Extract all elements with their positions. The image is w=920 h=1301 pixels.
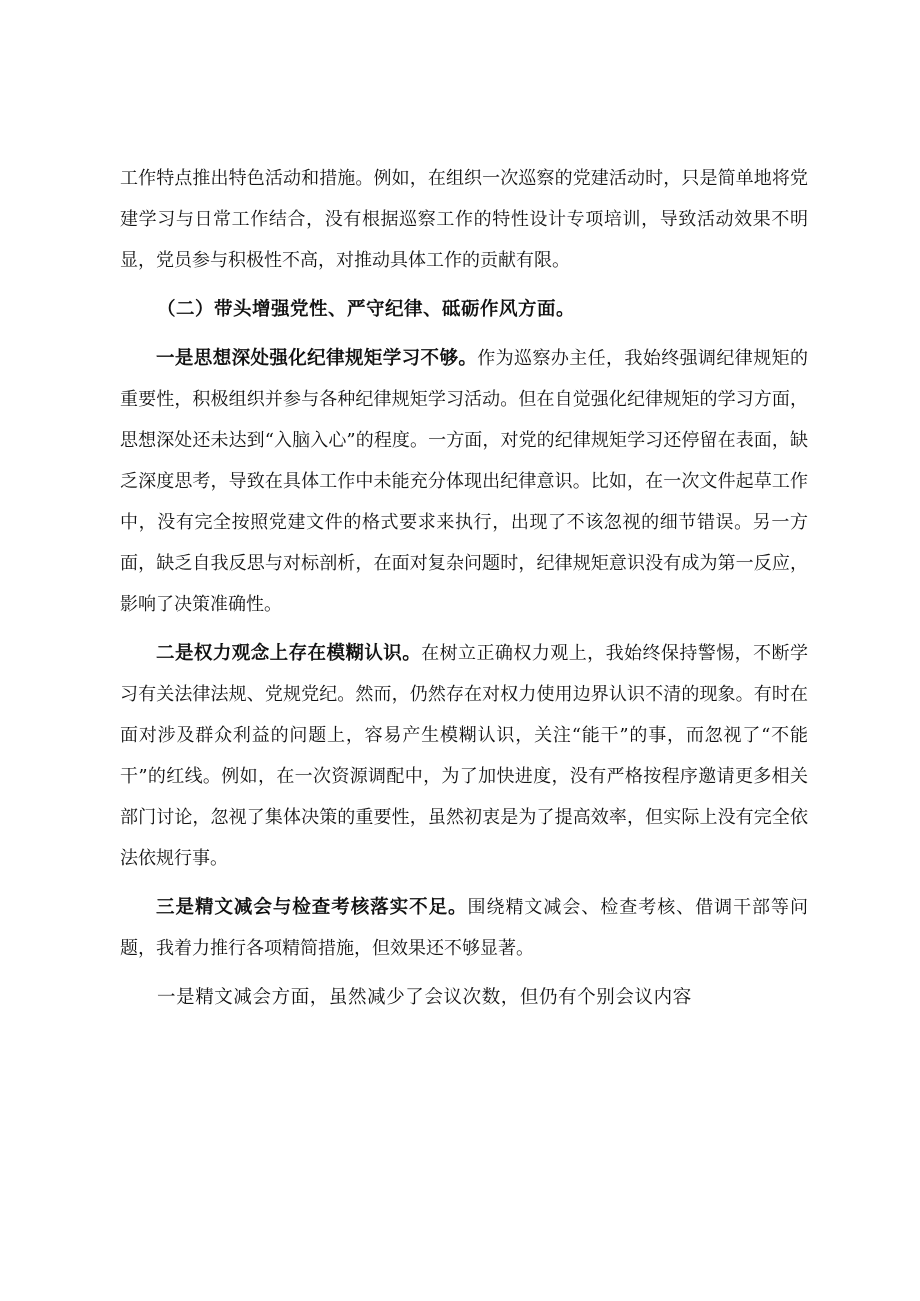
document-body	[120, 158, 808, 1018]
item-3-text: 围绕精文减会、检查考核、借调干部等问题，我着力推行各项精简措施，但效果还不够显著。	[120, 897, 808, 959]
item-3-lead: 三是精文减会与检查考核落实不足。	[156, 897, 468, 918]
paragraph-continuation: 工作特点推出特色活动和措施。例如，在组织一次巡察的党建活动时，只是简单地将党建学习与日常工作结合，没有根据巡察工作的特性设计专项培训，导致活动效果不明显，党员参与积极性不高，对推动具体工作的贡献有限。	[120, 168, 808, 271]
item-2-text: 在树立正确权力观上，我始终保持警惕，不断学习有关法律法规、党规党纪。然而，仍然存在对权力使用边界认识不清的现象。有时在面对涉及群众利益的问题上，容易产生模糊认识，关注“能干”的事，而忽视了“不能干”的红线。例如，在一次资源调配中，为了加快进度，没有严格按程序邀请更多相关部门讨论，忽视了集体决策的重要性，虽然初衷是为了提高效率，但实际上没有完全依法依规行事。	[120, 643, 808, 869]
section-heading: （二）带头增强党性、严守纪律、砥砺作风方面。	[157, 299, 576, 320]
item-2-lead: 二是权力观念上存在模糊认识。	[156, 643, 422, 664]
paragraph-item-3	[120, 887, 808, 969]
paragraph-item-2	[120, 633, 808, 879]
item-1-text: 作为巡察办主任，我始终强调纪律规矩的重要性，积极组织并参与各种纪律规矩学习活动。但在自觉强化纪律规矩的学习方面，思想深处还未达到“入脑入心”的程度。一方面，对党的纪律规矩学习还停留在表面，缺乏深度思考，导致在具体工作中未能充分体现出纪律意识。比如，在一次文件起草工作中，没有完全按照党建文件的格式要求来执行，出现了不该忽视的细节错误。另一方面，缺乏自我反思与对标剖析，在面对复杂问题时，纪律规矩意识没有成为第一反应，影响了决策准确性。	[120, 348, 808, 615]
item-1-lead: 一是思想深处强化纪律规矩学习不够。	[156, 348, 478, 369]
paragraph-item-1	[120, 338, 808, 625]
paragraph-last: 一是精文减会方面，虽然减少了会议次数，但仍有个别会议内容	[157, 987, 692, 1008]
